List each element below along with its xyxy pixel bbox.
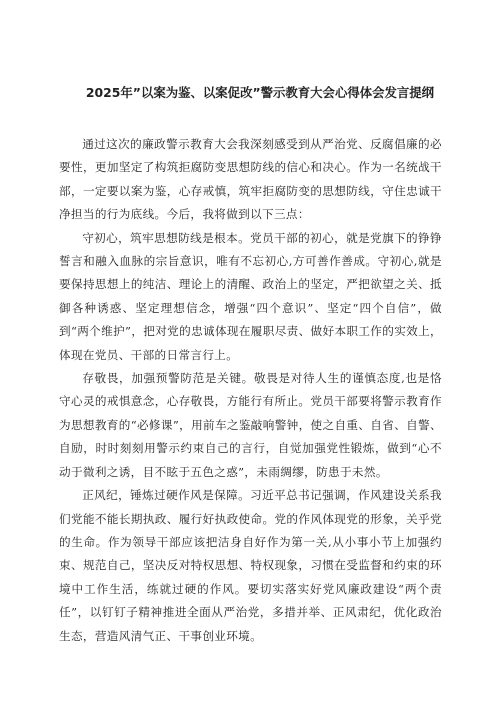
document-title: 2025年”以案为鉴、以案促改”警示教育大会心得体会发言提纲	[85, 85, 435, 100]
paragraph-intro: 通过这次的廉政警示教育大会我深刻感受到从严治党、反腐倡廉的必要性，更加坚定了构筑拒腐防变思想防线的信心和决心。作为一名统战干部，一定要以案为鉴，心存戒慎，筑牢拒腐防变的思想防线，守住忠诚干净担当的行为底线。今后，我将做到以下三点：	[59, 137, 442, 222]
paragraph-rectify-discipline: 正风纪，锤炼过硬作风是保障。习近平总书记强调，作风建设关系我们党能不能长期执政、履行好执政使命。党的作风体现党的形象，关乎党的生命。作为领导干部应该把洁身自好作为第一关,从小事小节上加强约束、规范自己，坚决反对特权思想、特权现象，习惯在受监督和约束的环境中工作生活，练就过硬的作风。要切实落实好党风廉政建设“两个责任”，以钉钉子精神推进全面从严治党，多措并举、正风肃纪，优化政治生态，营造风清气正、干事创业环境。	[59, 488, 442, 643]
paragraph-maintain-reverence: 存敬畏，加强预警防范是关键。敬畏是对待人生的谨慎态度,也是恪守心灵的戒惧意念，心存敬畏，方能行有所止。党员干部要将警示教育作为思想教育的“必修课”，用前车之鉴敲响警钟，使之自重、自省、自警、自励，时时刻刻用警示约束自己的言行，自觉加强党性锻炼，做到“心不动于微利之诱，目不眩于五色之惑”，未雨绸缪，防患于未然。	[59, 371, 442, 479]
paragraph-keep-original-aspiration: 守初心，筑牢思想防线是根本。党员干部的初心，就是党旗下的铮铮誓言和融入血脉的宗旨意识，唯有不忘初心,方可善作善成。守初心,就是要保持思想上的纯洁、理论上的清醒、政治上的坚定，严把欲望之关、抵御各种诱惑、坚定理想信念，增强“四个意识”、坚定“四个自信”，做到“两个维护”，把对党的忠诚体现在履职尽责、做好本职工作的实效上，体现在党员、干部的日常言行上。	[59, 230, 442, 362]
document-body	[59, 133, 442, 648]
